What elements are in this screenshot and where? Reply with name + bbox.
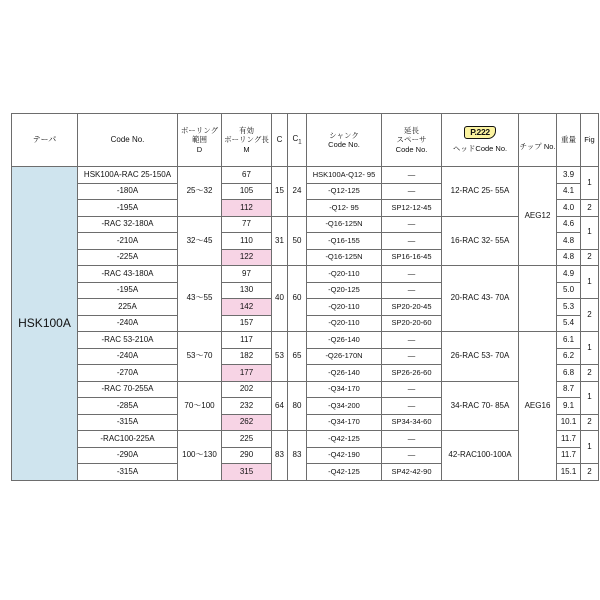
cell-spacer-code: SP12-12-45 <box>382 200 442 217</box>
cell-weight: 4.0 <box>557 200 581 217</box>
cell-effective-length: 110 <box>222 233 272 250</box>
cell-weight: 9.1 <box>557 398 581 415</box>
cell-weight: 5.4 <box>557 315 581 332</box>
cell-code-no: -290A <box>78 447 178 464</box>
header-chip-no-label: チップ No. <box>519 142 556 152</box>
cell-effective-length: 157 <box>222 315 272 332</box>
cell-c: 15 <box>272 167 288 217</box>
cell-chip-no: AEG12 <box>519 167 557 266</box>
header-boring-range-line2: 範囲 <box>192 135 207 145</box>
cell-fig: 1 <box>581 381 599 414</box>
cell-code-no: -315A <box>78 464 178 481</box>
cell-code-no: HSK100A-RAC 25-150A <box>78 167 178 184</box>
cell-spacer-code: SP20-20-45 <box>382 299 442 316</box>
cell-code-no: -RAC100-225A <box>78 431 178 448</box>
cell-weight: 5.3 <box>557 299 581 316</box>
cell-effective-length: 130 <box>222 282 272 299</box>
cell-code-no: -RAC 43-180A <box>78 266 178 283</box>
cell-spacer-code: — <box>382 183 442 200</box>
cell-c1: 83 <box>288 431 307 481</box>
cell-shank-code: -Q26-140 <box>307 365 382 382</box>
header-shank-line2: Code No. <box>328 140 360 149</box>
cell-weight: 6.2 <box>557 348 581 365</box>
cell-boring-range: 53〜70 <box>178 332 222 382</box>
cell-spacer-code: — <box>382 431 442 448</box>
cell-shank-code: -Q20-110 <box>307 266 382 283</box>
cell-fig: 2 <box>581 249 599 266</box>
cell-c1: 80 <box>288 381 307 431</box>
cell-spacer-code: SP34-34-60 <box>382 414 442 431</box>
header-effective-length-line2: ボーリング長 <box>224 135 269 145</box>
cell-spacer-code: — <box>382 381 442 398</box>
cell-head-code: 20-RAC 43- 70A <box>442 266 519 332</box>
cell-shank-code: -Q16-155 <box>307 233 382 250</box>
cell-effective-length: 177 <box>222 365 272 382</box>
cell-effective-length: 202 <box>222 381 272 398</box>
cell-effective-length: 182 <box>222 348 272 365</box>
cell-c: 31 <box>272 216 288 266</box>
cell-fig: 2 <box>581 464 599 481</box>
cell-shank-code: -Q16-125N <box>307 249 382 266</box>
cell-code-no: -240A <box>78 315 178 332</box>
cell-shank-code: -Q12-125 <box>307 183 382 200</box>
cell-fig: 1 <box>581 332 599 365</box>
cell-shank-code: -Q26-170N <box>307 348 382 365</box>
cell-spacer-code: — <box>382 216 442 233</box>
cell-shank-code: -Q26-140 <box>307 332 382 349</box>
cell-c1: 50 <box>288 216 307 266</box>
cell-weight: 6.8 <box>557 365 581 382</box>
header-weight: 重量 <box>557 114 581 167</box>
table-row <box>12 431 599 448</box>
cell-shank-code: -Q16-125N <box>307 216 382 233</box>
cell-code-no: -225A <box>78 249 178 266</box>
header-spacer-line2: スペーサ <box>396 135 427 145</box>
cell-effective-length: 232 <box>222 398 272 415</box>
cell-fig: 1 <box>581 431 599 464</box>
cell-c: 40 <box>272 266 288 332</box>
cell-effective-length: 122 <box>222 249 272 266</box>
cell-fig: 1 <box>581 266 599 299</box>
cell-code-no: -180A <box>78 183 178 200</box>
cell-head-code: 12-RAC 25- 55A <box>442 167 519 217</box>
header-effective-length <box>222 114 272 167</box>
cell-code-no: -270A <box>78 365 178 382</box>
table-row <box>12 266 599 283</box>
header-spacer-line1: 延長 <box>404 125 419 135</box>
cell-weight: 4.9 <box>557 266 581 283</box>
header-boring-range <box>178 114 222 167</box>
header-c: C <box>272 114 288 167</box>
cell-code-no: -285A <box>78 398 178 415</box>
cell-code-no: -210A <box>78 233 178 250</box>
cell-effective-length: 112 <box>222 200 272 217</box>
cell-weight: 5.0 <box>557 282 581 299</box>
cell-effective-length: 97 <box>222 266 272 283</box>
cell-spacer-code: SP26-26-60 <box>382 365 442 382</box>
cell-weight: 6.1 <box>557 332 581 349</box>
cell-head-code: 42-RAC100-100A <box>442 431 519 481</box>
cell-code-no: -195A <box>78 200 178 217</box>
header-spacer-line3: Code No. <box>395 144 428 154</box>
cell-c: 64 <box>272 381 288 431</box>
cell-shank-code: HSK100A-Q12- 95 <box>307 167 382 184</box>
cell-shank-code: -Q42-190 <box>307 447 382 464</box>
table-header-row <box>12 114 599 167</box>
cell-spacer-code: SP16-16-45 <box>382 249 442 266</box>
cell-spacer-code: — <box>382 348 442 365</box>
header-chip-spacer <box>519 129 556 143</box>
cell-weight: 15.1 <box>557 464 581 481</box>
cell-spacer-code: — <box>382 447 442 464</box>
cell-code-no: -RAC 32-180A <box>78 216 178 233</box>
cell-shank-code: -Q34-200 <box>307 398 382 415</box>
header-boring-range-line1: ボーリング <box>180 125 219 135</box>
cell-fig: 2 <box>581 299 599 332</box>
table-row <box>12 381 599 398</box>
cell-shank-code: -Q42-125 <box>307 464 382 481</box>
cell-effective-length: 262 <box>222 414 272 431</box>
cell-chip-no <box>519 266 557 332</box>
cell-spacer-code: SP42-42-90 <box>382 464 442 481</box>
cell-code-no: -RAC 53-210A <box>78 332 178 349</box>
header-spacer-code <box>382 114 442 167</box>
header-taper: テーパ <box>12 114 78 167</box>
cell-fig: 2 <box>581 365 599 382</box>
cell-spacer-code: — <box>382 233 442 250</box>
header-shank-code <box>307 114 382 167</box>
page-reference-badge[interactable]: P.222 <box>442 126 518 139</box>
cell-boring-range: 25〜32 <box>178 167 222 217</box>
specification-table <box>11 113 599 481</box>
header-effective-length-line1: 有効 <box>239 125 254 135</box>
cell-effective-length: 142 <box>222 299 272 316</box>
cell-code-no: -RAC 70-255A <box>78 381 178 398</box>
cell-fig: 1 <box>581 216 599 249</box>
cell-shank-code: -Q20-125 <box>307 282 382 299</box>
cell-boring-range: 100〜130 <box>178 431 222 481</box>
cell-effective-length: 315 <box>222 464 272 481</box>
cell-shank-code: -Q12- 95 <box>307 200 382 217</box>
cell-weight: 3.9 <box>557 167 581 184</box>
table-row <box>12 332 599 349</box>
cell-weight: 11.7 <box>557 431 581 448</box>
cell-head-code: 26-RAC 53- 70A <box>442 332 519 382</box>
header-code-no: Code No. <box>78 114 178 167</box>
cell-effective-length: 67 <box>222 167 272 184</box>
cell-shank-code: -Q34-170 <box>307 381 382 398</box>
cell-spacer-code: — <box>382 282 442 299</box>
cell-shank-code: -Q42-125 <box>307 431 382 448</box>
cell-code-no: -315A <box>78 414 178 431</box>
header-effective-length-line3: M <box>243 144 250 154</box>
cell-c1: 24 <box>288 167 307 217</box>
cell-weight: 11.7 <box>557 447 581 464</box>
cell-shank-code: -Q20-110 <box>307 299 382 316</box>
cell-fig: 2 <box>581 200 599 217</box>
cell-effective-length: 77 <box>222 216 272 233</box>
cell-effective-length: 225 <box>222 431 272 448</box>
cell-weight: 4.1 <box>557 183 581 200</box>
cell-shank-code: -Q34-170 <box>307 414 382 431</box>
header-head-code-label: ヘッドCode No. <box>452 144 508 154</box>
cell-effective-length: 105 <box>222 183 272 200</box>
cell-fig: 2 <box>581 414 599 431</box>
cell-code-no: -240A <box>78 348 178 365</box>
cell-weight: 4.8 <box>557 233 581 250</box>
table-row <box>12 167 599 184</box>
cell-spacer-code: — <box>382 398 442 415</box>
cell-chip-no: AEG16 <box>519 332 557 481</box>
cell-code-no: 225A <box>78 299 178 316</box>
table-row <box>12 216 599 233</box>
cell-weight: 4.6 <box>557 216 581 233</box>
cell-weight: 4.8 <box>557 249 581 266</box>
cell-weight: 8.7 <box>557 381 581 398</box>
header-boring-range-line3: D <box>196 144 203 154</box>
cell-c1: 60 <box>288 266 307 332</box>
cell-spacer-code: — <box>382 332 442 349</box>
cell-effective-length: 117 <box>222 332 272 349</box>
cell-shank-code: -Q20-110 <box>307 315 382 332</box>
header-c1: $C_1$ <box>288 114 307 167</box>
cell-spacer-code: — <box>382 266 442 283</box>
table-body <box>12 167 599 481</box>
header-fig: Fig <box>581 114 599 167</box>
cell-head-code: 16-RAC 32- 55A <box>442 216 519 266</box>
cell-effective-length: 290 <box>222 447 272 464</box>
cell-head-code: 34-RAC 70- 85A <box>442 381 519 431</box>
header-shank-line1: シャンク <box>329 130 359 140</box>
taper-cell: HSK100A <box>12 167 78 481</box>
header-chip-no <box>519 114 557 167</box>
cell-code-no: -195A <box>78 282 178 299</box>
cell-fig: 1 <box>581 167 599 200</box>
cell-boring-range: 70〜100 <box>178 381 222 431</box>
header-head-code <box>442 114 519 167</box>
cell-spacer-code: SP20-20-60 <box>382 315 442 332</box>
cell-boring-range: 43〜55 <box>178 266 222 332</box>
cell-boring-range: 32〜45 <box>178 216 222 266</box>
cell-c1: 65 <box>288 332 307 382</box>
cell-weight: 10.1 <box>557 414 581 431</box>
cell-c: 83 <box>272 431 288 481</box>
cell-c: 53 <box>272 332 288 382</box>
cell-spacer-code: — <box>382 167 442 184</box>
